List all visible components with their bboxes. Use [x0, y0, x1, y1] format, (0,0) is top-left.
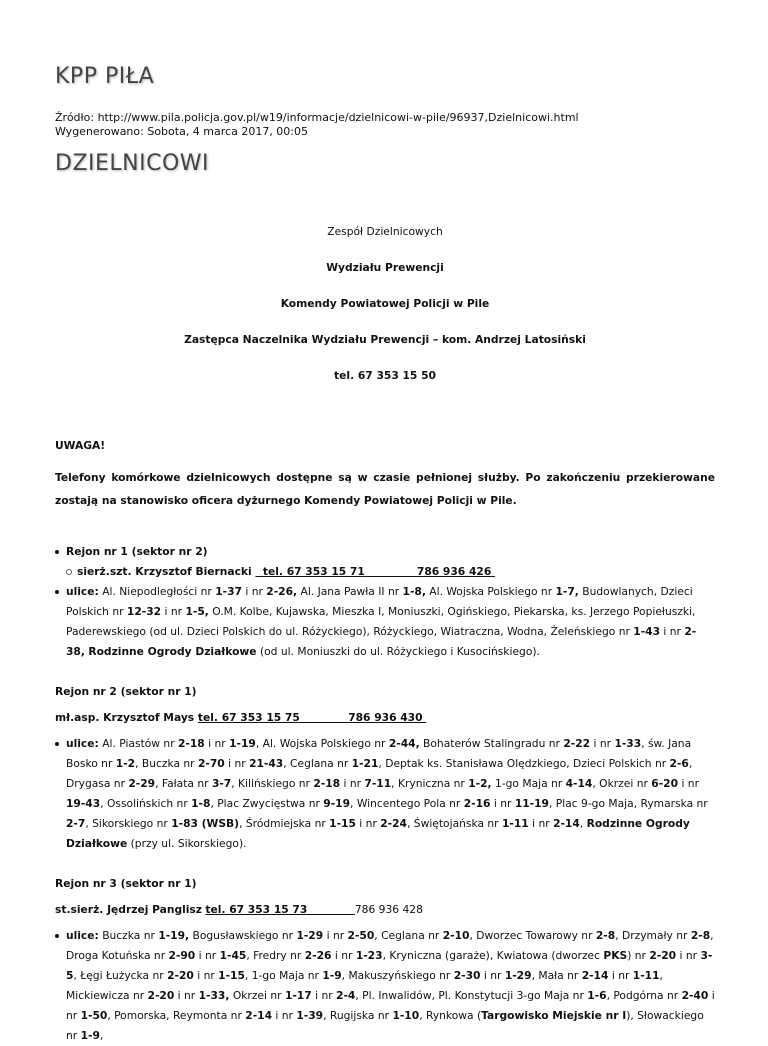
rejon2-streets	[55, 734, 715, 854]
street-segment: i nr	[676, 949, 701, 962]
street-segment: , Rugijska nr	[323, 1009, 393, 1022]
street-segment: 1-21	[351, 757, 379, 770]
street-segment: i nr	[174, 989, 199, 1002]
street-segment: i nr	[608, 969, 633, 982]
street-segment: 1-9	[322, 969, 342, 982]
street-segment: 1-15	[218, 969, 245, 982]
intro-line-2: Wydziału Prewencji	[326, 261, 444, 274]
street-segment: ,	[579, 817, 587, 830]
street-segment: 1-19	[229, 737, 256, 750]
street-segment: 1-33,	[198, 989, 230, 1002]
intro-line-5: tel. 67 353 15 50	[334, 369, 436, 382]
intro-line-4: Zastępca Naczelnika Wydziału Prewencji – kom. Andrzej Latosiński	[184, 333, 586, 346]
street-segment: , 1-go Maja nr	[244, 969, 323, 982]
street-segment: 2-44,	[388, 737, 420, 750]
street-segment: 2-50	[347, 929, 375, 942]
street-segment: 2-16	[463, 797, 491, 810]
street-segment: i nr	[311, 989, 337, 1002]
street-segment: , Fredry nr	[246, 949, 305, 962]
street-segment: Okrzei nr	[229, 989, 285, 1002]
document-meta	[55, 111, 579, 139]
rejon2-officer-row	[55, 708, 715, 728]
street-segment: , Świętojańska nr	[407, 817, 502, 830]
rejon1-streets-label: ulice:	[66, 585, 99, 598]
street-segment: Al. Jana Pawła II nr	[297, 585, 403, 598]
street-segment: i nr	[355, 817, 381, 830]
article-body	[55, 222, 715, 1046]
street-segment: , św. Jana Bosko nr	[66, 737, 692, 770]
rejon2-heading: Rejon nr 2 (sektor nr 1)	[55, 685, 197, 698]
street-segment: 21-43	[249, 757, 284, 770]
site-title: KPP PIŁA	[55, 64, 155, 89]
street-segment: 2-30	[453, 969, 481, 982]
rejon3-streets-text	[66, 929, 715, 1042]
street-segment: , Pl. Inwalidów, Pl. Konstytucji 3-go Maja nr	[355, 989, 588, 1002]
street-segment: , Rynkowa (	[419, 1009, 482, 1022]
street-segment: ,	[99, 1029, 104, 1042]
street-segment: 1-9	[80, 1029, 100, 1042]
notice-text: Telefony komórkowe dzielnicowych dostępne są w czasie pełnionej służby. Po zakończeniu przekierowane zostają na stanowisko oficera dyżurnego Komendy Powiatowej Policji w Pile.	[55, 471, 715, 507]
street-segment: , Drygasa nr	[66, 757, 693, 790]
street-segment: 2-20	[147, 989, 175, 1002]
street-segment: , Śródmiejska nr	[239, 817, 330, 830]
street-segment: Al. Niepodległości nr	[98, 585, 216, 598]
street-segment: 6-20	[651, 777, 679, 790]
street-segment: 7-11	[364, 777, 392, 790]
street-segment: O.M. Kolbe, Kujawska, Mieszka I, Moniuszki, Ogińskiego, Piekarska, ks. Jerzego Popiełuszki, Paderewskiego (od ul. Dzieci Polskich do ul. Różyckiego), Różyckiego, Wiatraczna, Wodna, Żeleńskiego nr	[66, 605, 696, 638]
street-segment: i nr	[323, 929, 348, 942]
street-segment: , Al. Wojska Polskiego nr	[255, 737, 389, 750]
street-segment: i nr	[340, 777, 365, 790]
street-segment: , Mickiewicza nr	[66, 969, 663, 1002]
rejon2-mobile: 786 936 430	[348, 711, 423, 724]
intro-line-3: Komendy Powiatowej Policji w Pile	[280, 297, 490, 310]
street-segment: i nr	[528, 817, 554, 830]
page-title: DZIELNICOWI	[55, 151, 210, 176]
street-segment: 2-24	[380, 817, 407, 830]
street-segment: , Łęgi Łużycka nr	[73, 969, 168, 982]
street-segment: , Ossolińskich nr	[100, 797, 192, 810]
street-segment: 1-5,	[185, 605, 209, 618]
street-segment: Rodzinne Ogrody Działkowe	[66, 817, 690, 850]
street-segment: , Dworzec Towarowy nr	[469, 929, 596, 942]
street-segment: i nr	[480, 969, 505, 982]
street-segment: , Plac 9-go Maja, Rymarska nr	[549, 797, 708, 810]
street-segment: 1-11	[632, 969, 660, 982]
street-segment: i nr	[204, 737, 230, 750]
street-segment: i nr	[66, 989, 715, 1022]
street-segment: 2-26	[304, 949, 332, 962]
street-segment: 2-14	[581, 969, 609, 982]
street-segment: i nr	[678, 777, 699, 790]
street-segment: , Kryniczna nr	[391, 777, 469, 790]
street-segment: PKS	[603, 949, 628, 962]
street-segment: Al. Wojska Polskiego nr	[425, 585, 556, 598]
street-segment: 1-33	[614, 737, 642, 750]
source-line: Źródło: http://www.pila.policja.gov.pl/w19/informacje/dzielnicowi-w-pile/96937,Dzielnicowi.html	[55, 111, 579, 124]
rejon1-streets-text	[66, 585, 696, 658]
street-segment: 4-14	[565, 777, 593, 790]
rejon1-list	[55, 542, 715, 662]
street-segment: 1-11	[501, 817, 529, 830]
street-segment: 2-90	[168, 949, 196, 962]
street-segment: 1-7,	[555, 585, 579, 598]
street-segment: 9-19	[323, 797, 351, 810]
street-segment: , Deptak ks. Stanisława Olędzkiego, Dzieci Polskich nr	[378, 757, 670, 770]
street-segment: Buczka nr	[98, 929, 159, 942]
street-segment: 1-19,	[158, 929, 190, 942]
street-segment: , Podgórna nr	[606, 989, 682, 1002]
street-segment: , Droga Kotuńska nr	[66, 929, 714, 962]
street-segment: ) nr	[627, 949, 650, 962]
street-segment: , Okrzei nr	[592, 777, 652, 790]
rejon1-mobile: 786 936 426	[416, 565, 492, 578]
street-segment: , Sikorskiego nr	[85, 817, 172, 830]
street-segment: Targowisko Miejskie nr I	[481, 1009, 627, 1022]
street-segment: , Drzymały nr	[615, 929, 691, 942]
street-segment: (od ul. Moniuszki do ul. Różyckiego i Kusocińskiego).	[256, 645, 540, 658]
street-segment: 2-14	[245, 1009, 273, 1022]
street-segment: i nr	[660, 625, 685, 638]
street-segment: i nr	[224, 757, 250, 770]
rejon2-tel: tel. 67 353 15 75	[197, 711, 300, 724]
street-segment: Bogusławskiego nr	[189, 929, 297, 942]
street-segment: i nr	[195, 949, 220, 962]
street-segment: 1-8	[191, 797, 211, 810]
street-segment: 2-40	[681, 989, 709, 1002]
street-segment: , Makuszyńskiego nr	[341, 969, 454, 982]
street-segment: 2-6	[669, 757, 689, 770]
street-segment: 2-10	[442, 929, 470, 942]
rejon3-streets	[55, 926, 715, 1046]
street-segment: 19-43	[66, 797, 101, 810]
street-segment: 1-29	[504, 969, 532, 982]
street-segment: 2-22	[563, 737, 591, 750]
rejon1-tel: tel. 67 353 15 71	[262, 565, 365, 578]
street-segment: 1-23	[355, 949, 383, 962]
street-segment: 2-26,	[266, 585, 298, 598]
rejon3-officer-row	[55, 900, 715, 920]
notice-heading: UWAGA!	[55, 439, 106, 452]
rejon3-streets-label: ulice:	[66, 929, 99, 942]
street-segment: 2-20	[167, 969, 194, 982]
street-segment: 1-50	[80, 1009, 108, 1022]
street-segment: , Kryniczna (garaże), Kwiatowa (dworzec	[382, 949, 604, 962]
street-segment: ), Słowackiego nr	[66, 1009, 704, 1042]
street-segment: 3-7	[211, 777, 232, 790]
street-segment: , Mała nr	[531, 969, 582, 982]
street-segment: (przy ul. Sikorskiego).	[127, 837, 247, 850]
rejon2-officer: mł.asp. Krzysztof Mays	[55, 711, 195, 724]
street-segment: 1-17	[284, 989, 312, 1002]
street-segment: 1-2,	[468, 777, 492, 790]
street-segment: i nr	[490, 797, 515, 810]
rejon3-list	[55, 926, 715, 1046]
street-segment: Bohaterów Stalingradu nr	[419, 737, 564, 750]
rejon3-tel: tel. 67 353 15 73	[205, 903, 308, 916]
street-segment: 2-29	[128, 777, 156, 790]
street-segment: 1-45	[219, 949, 247, 962]
street-segment: , Ceglana nr	[283, 757, 352, 770]
rejon2-streets-text	[66, 737, 708, 850]
street-segment: i nr	[590, 737, 615, 750]
rejon1-officer: sierż.szt. Krzysztof Biernacki	[77, 565, 252, 578]
street-segment: 2-38,	[66, 625, 697, 658]
generated-line: Wygenerowano: Sobota, 4 marca 2017, 00:05	[55, 125, 309, 138]
rejon3-heading: Rejon nr 3 (sektor nr 1)	[55, 877, 197, 890]
intro-line-1: Zespół Dzielnicowych	[327, 225, 443, 238]
rejon3-officer: st.sierż. Jędrzej Panglisz	[55, 903, 202, 916]
street-segment: , Wincentego Pola nr	[350, 797, 464, 810]
street-segment: 2-18	[178, 737, 205, 750]
street-segment: 1-29	[296, 929, 324, 942]
street-segment: 1-83 (WSB)	[171, 817, 240, 830]
rejon1-officer-row	[55, 562, 715, 582]
street-segment: 2-18	[313, 777, 341, 790]
street-segment: 1-37	[215, 585, 242, 598]
street-segment: i nr	[241, 585, 267, 598]
street-segment: , Pomorska, Reymonta nr	[107, 1009, 246, 1022]
street-segment: 1-43	[633, 625, 661, 638]
street-segment: 3-5	[66, 949, 713, 982]
street-segment: 1-6	[587, 989, 607, 1002]
street-segment: , Plac Zwycięstwa nr	[210, 797, 324, 810]
rejon1-streets	[55, 582, 715, 662]
rejon3-mobile: 786 936 428	[354, 903, 423, 916]
street-segment: i nr	[193, 969, 219, 982]
street-segment: 1-39	[296, 1009, 324, 1022]
street-segment: 2-8	[595, 929, 616, 942]
street-segment: 2-8	[690, 929, 711, 942]
street-segment: , Fałata nr	[155, 777, 212, 790]
street-segment: 1-8,	[402, 585, 426, 598]
street-segment: Rodzinne Ogrody Działkowe	[88, 645, 257, 658]
street-segment: i nr	[331, 949, 356, 962]
street-segment: 12-32	[126, 605, 162, 618]
rejon2-list	[55, 734, 715, 854]
street-segment: Al. Piastów nr	[98, 737, 178, 750]
street-segment: 1-2	[115, 757, 136, 770]
street-segment: 2-7	[66, 817, 86, 830]
street-segment: 2-70	[197, 757, 225, 770]
street-segment: 1-go Maja nr	[491, 777, 566, 790]
street-segment: , Buczka nr	[135, 757, 198, 770]
street-segment: 2-14	[553, 817, 580, 830]
street-segment: i nr	[161, 605, 186, 618]
street-segment: Budowlanych, Dzieci Polskich nr	[66, 585, 693, 618]
rejon1-heading: Rejon nr 1 (sektor nr 2)	[55, 542, 715, 562]
street-segment: 1-10	[392, 1009, 420, 1022]
street-segment: 2-20	[649, 949, 677, 962]
street-segment: 2-4	[336, 989, 356, 1002]
rejon2-streets-label: ulice:	[66, 737, 99, 750]
street-segment: , Ceglana nr	[374, 929, 443, 942]
street-segment: i nr	[272, 1009, 297, 1022]
street-segment: 11-19	[514, 797, 549, 810]
street-segment: 1-15	[329, 817, 356, 830]
street-segment: , Kilińskiego nr	[231, 777, 314, 790]
